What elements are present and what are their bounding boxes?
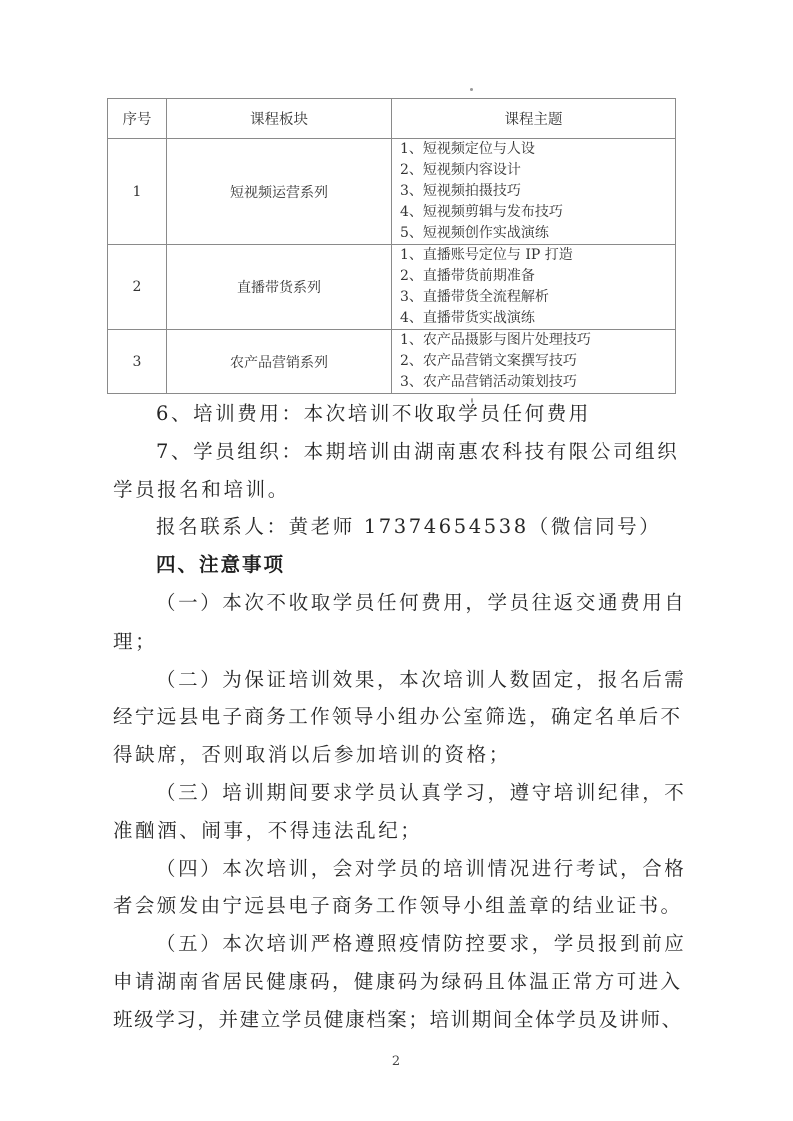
- contact-line: 报名联系人：黄老师 17374654538（微信同号）: [156, 515, 662, 538]
- header-topic: 课程主题: [391, 99, 675, 139]
- section-heading: 四、注意事项: [156, 553, 286, 576]
- row-module: 直播带货系列: [166, 245, 391, 330]
- topic-item: 3、短视频拍摄技巧: [399, 183, 521, 199]
- topic-item: 1、短视频定位与人设: [399, 141, 535, 157]
- note-2-cont: 经宁远县电子商务工作领导小组办公室筛选，确定名单后不: [113, 705, 683, 728]
- header-no: 序号: [108, 99, 167, 139]
- topic-item: 3、农产品营销活动策划技巧: [399, 374, 577, 390]
- topic-item: 5、短视频创作实战演练: [399, 225, 549, 241]
- topic-item: 1、直播账号定位与 IP 打造: [399, 247, 573, 263]
- note-3: （三）培训期间要求学员认真学习，遵守培训纪律，不: [156, 781, 687, 804]
- row-module: 农产品营销系列: [166, 330, 391, 394]
- topic-item: 2、农产品营销文案撰写技巧: [399, 353, 577, 369]
- note-2: （二）为保证培训效果，本次培训人数固定，报名后需: [156, 668, 687, 691]
- note-4-cont: 者会颁发由宁远县电子商务工作领导小组盖章的结业证书。: [113, 894, 683, 917]
- scan-speck: [470, 88, 473, 91]
- topic-item: 4、短视频剪辑与发布技巧: [399, 204, 563, 220]
- note-5: （五）本次培训严格遵照疫情防控要求，学员报到前应: [156, 932, 687, 955]
- note-2-cont: 得缺席，否则取消以后参加培训的资格；: [113, 743, 511, 766]
- topic-item: 4、直播带货实战演练: [399, 310, 535, 326]
- row-module: 短视频运营系列: [166, 139, 391, 245]
- row-topics: [391, 139, 675, 245]
- note-5-cont: 申请湖南省居民健康码，健康码为绿码且体温正常方可进入: [113, 970, 683, 993]
- page-number: 2: [391, 1054, 401, 1069]
- row-no: 1: [108, 139, 167, 245]
- fee-paragraph: 6、培训费用：本次培训不收取学员任何费用: [156, 402, 591, 425]
- note-5-cont: 班级学习，并建立学员健康档案；培训期间全体学员及讲师、: [113, 1008, 683, 1031]
- row-no: 3: [108, 330, 167, 394]
- table-row: [108, 245, 676, 330]
- note-4: （四）本次培训，会对学员的培训情况进行考试，合格: [156, 857, 687, 880]
- table-row: [108, 139, 676, 245]
- note-1: （一）本次不收取学员任何费用，学员往返交通费用自: [156, 591, 687, 614]
- row-topics: [391, 245, 675, 330]
- course-table: [107, 98, 676, 394]
- topic-item: 2、直播带货前期准备: [399, 268, 535, 284]
- organization-paragraph-cont: 学员报名和培训。: [113, 478, 290, 501]
- organization-paragraph: 7、学员组织：本期培训由湖南惠农科技有限公司组织: [156, 440, 680, 463]
- topic-item: 2、短视频内容设计: [399, 162, 521, 178]
- table-header-row: [108, 99, 676, 139]
- topic-item: 3、直播带货全流程解析: [399, 289, 549, 305]
- note-3-cont: 准酗酒、闹事，不得违法乱纪；: [113, 819, 423, 842]
- row-topics: [391, 330, 675, 394]
- row-no: 2: [108, 245, 167, 330]
- note-1-cont: 理；: [113, 630, 158, 653]
- topic-item: 1、农产品摄影与图片处理技巧: [399, 332, 591, 348]
- header-module: 课程板块: [166, 99, 391, 139]
- table-row: [108, 330, 676, 394]
